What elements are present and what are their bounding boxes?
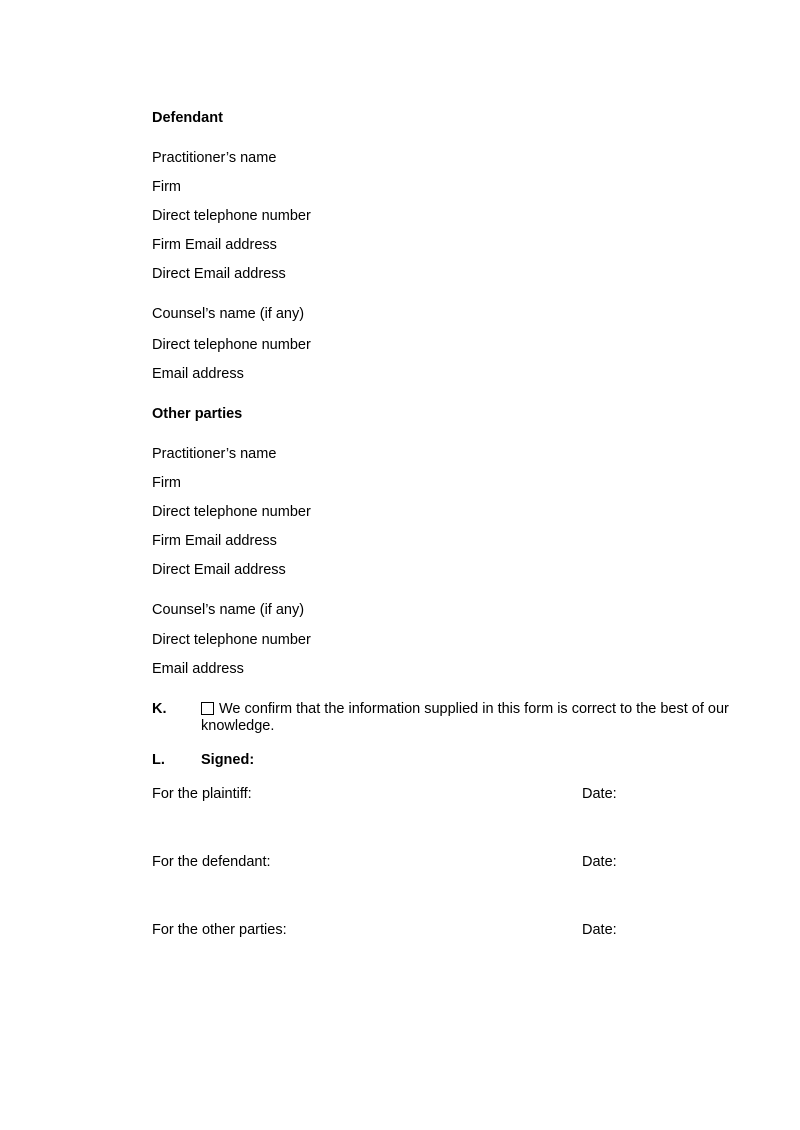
other-parties-direct-email-label: Direct Email address [152, 562, 286, 578]
signature-other-parties-date-label: Date: [582, 922, 617, 938]
other-parties-direct-phone-label: Direct telephone number [152, 504, 311, 520]
signature-plaintiff-label: For the plaintiff: [152, 786, 252, 802]
other-parties-counsel-email-label: Email address [152, 661, 244, 677]
other-parties-firm-label: Firm [152, 475, 181, 491]
section-k-text: We confirm that the information supplied in this form is correct to the best of our knowledge. [201, 701, 729, 734]
defendant-firm-label: Firm [152, 179, 181, 195]
defendant-direct-email-label: Direct Email address [152, 266, 286, 282]
confirm-checkbox[interactable] [201, 702, 214, 715]
other-parties-counsel-name-label: Counsel’s name (if any) [152, 602, 305, 618]
signature-defendant-label: For the defendant: [152, 854, 271, 870]
defendant-counsel-email-label: Email address [152, 366, 244, 382]
other-parties-counsel-phone-label: Direct telephone number [152, 632, 311, 648]
defendant-heading: Defendant [152, 110, 223, 126]
defendant-counsel-name-label: Counsel’s name (if any) [152, 306, 305, 322]
signature-defendant-date-label: Date: [582, 854, 617, 870]
section-l-letter: L. [152, 752, 165, 768]
defendant-counsel-phone-label: Direct telephone number [152, 337, 311, 353]
section-k-letter: K. [152, 701, 167, 717]
other-parties-heading: Other parties [152, 406, 243, 422]
section-k-confirmation [201, 701, 761, 735]
signature-other-parties-label: For the other parties: [152, 922, 287, 938]
other-parties-practitioner-name-label: Practitioner’s name [152, 446, 277, 462]
defendant-direct-phone-label: Direct telephone number [152, 208, 311, 224]
defendant-practitioner-name-label: Practitioner’s name [152, 150, 277, 166]
section-l-title: Signed: [201, 752, 255, 768]
defendant-firm-email-label: Firm Email address [152, 237, 277, 253]
signature-plaintiff-date-label: Date: [582, 786, 617, 802]
other-parties-firm-email-label: Firm Email address [152, 533, 277, 549]
